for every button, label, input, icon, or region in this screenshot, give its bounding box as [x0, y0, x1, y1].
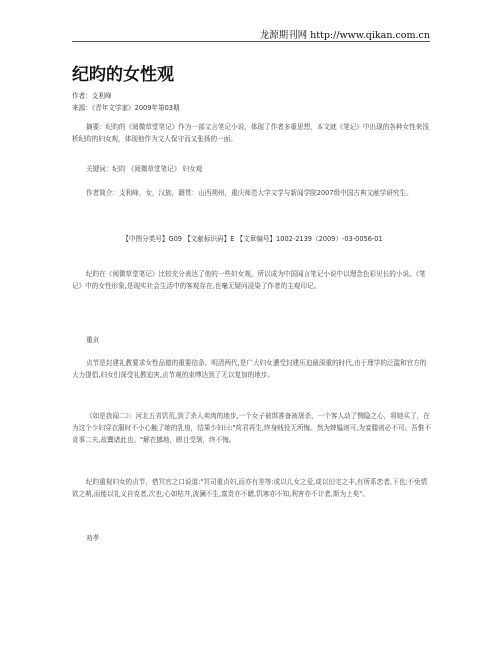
abstract: 摘要：纪昀的《阅微草堂笔记》作为一部文言笔记小说，体现了作者多重思想，本文就《笔记》中出现的各种女性来浅析纪昀的妇女观，体现他作为文人保守而又张扬的一面。	[72, 123, 429, 143]
keywords: 关键词：纪昀 《阅微草堂笔记》 妇女观	[86, 165, 203, 173]
article-title: 纪昀的女性观	[72, 65, 174, 85]
classification-numbers: 【中图分类号】G09 【文献标识码】E 【文章编号】1002-2139（2009）-03-0056-01	[122, 235, 383, 243]
source-line: 来源：《青年文学家》2009年第03期	[72, 104, 180, 112]
section-heading-chastity: 重贞	[86, 336, 100, 344]
author-bio: 作者简介：支利峰，女，汉族，籍贯：山西朔州，重庆师范大学文学与新闻学院2007级中国古典文献学研究生。	[86, 189, 413, 197]
header-rule	[72, 41, 430, 42]
paragraph-chastity-2: 《如是我闻二》：河北五省饥荒,到了杀人卖肉的地步,一个女子被绑准备被屠杀，一个客人动了恻隐之心，将她买了，在为这个少妇穿衣服时不小心触了她的乳房，结果少妇曰:"荷君再生,终身贱役无所悔。然为婢媪则可,为妾媵则必不可。吾惟不肯事二夫,故鬻诸此也。"解衣挪地，瞑目受屠，终不悔。	[72, 412, 431, 444]
paragraph-chastity-1: 贞节是封建礼教要求女性品德的重要信条。明清两代,是广大妇女遭受封建压迫最深重的时代,由于理学的泛滥和官方的大力提倡,妇女们深受礼教迫害,贞节观的束缚达到了无以复加的地步。	[72, 359, 427, 379]
section-heading-filial-piety: 劝孝	[86, 534, 100, 542]
author-line: 作者：支利峰	[72, 92, 112, 100]
journal-header: 龙源期刊网 http://www.qikan.com.cn	[259, 30, 430, 41]
paragraph-chastity-3: 纪昀重视妇女的贞节，借冥官之口说道:"冥司重贞妇,而亦有差等:或以儿女之爱,或以田宅之丰,有所系恋者,下也;不免情欲之萌,而能以礼义自克者,次也;心如枯井,波澜不生,富贵亦不睹,饥寒亦不知,利害亦不计者,斯为上矣"。	[72, 478, 428, 498]
intro-paragraph: 纪昀在《阅微草堂笔记》比较充分表达了他的一些妇女观，所以成为中国闻言笔记小说中以理念色彩见长的小说。《笔记》中的女性形象,是现实社会生活中的客观存在,也毫无疑问浸染了作者的主观印记。	[72, 270, 426, 290]
